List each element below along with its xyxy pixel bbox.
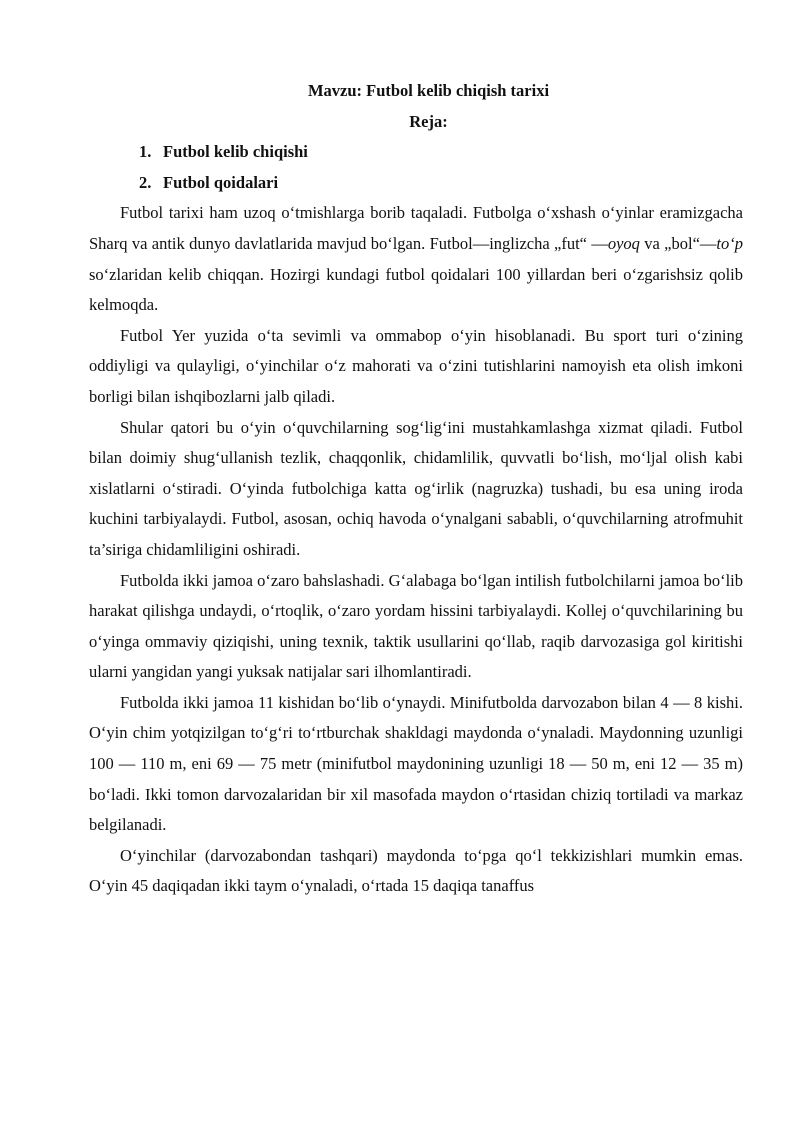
plan-heading: Reja: — [409, 111, 448, 131]
paragraph-rules: O‘yinchilar (darvozabondan tashqari) maydonda to‘pga qo‘l tekkizishlari mumkin emas. O‘yin 45 daqiqadan ikki taym o‘ynaladi, o‘rtada 15 daqiqa tanaffus — [89, 845, 743, 896]
paragraph-origin — [89, 198, 743, 320]
paragraph-field: Futbolda ikki jamoa 11 kishidan bo‘lib o‘ynaydi. Minifutbolda darvozabon bilan 4 — 8 kishi. O‘yin chim yotqizilgan to‘g‘ri to‘rtburchak shakldagi maydonda o‘ynaladi. Maydonning uzunligi 100 — 110 m, eni 69 — 75 metr (minifutbol maydonining uzunligi 18 — 50 m, eni 12 — 35 m) bo‘ladi. Ikki tomon darvozalaridan bir xil masofada maydon o‘rtasidan chiziq tortiladi va markaz belgilanadi. — [89, 692, 743, 835]
plan-item-number: 2. — [139, 172, 152, 192]
paragraph-text: va „bol“— — [639, 233, 717, 253]
plan-item — [114, 137, 743, 168]
plan-item — [114, 168, 743, 199]
paragraph-teams: Futbolda ikki jamoa o‘zaro bahslashadi. G‘alabaga bo‘lgan intilish futbolchilarni jamoa bo‘lib harakat qilishga undaydi, o‘rtoqlik, o‘zaro yordam hissini tarbiyalaydi. Kollej o‘quvchilarining bu o‘yinga ommaviy qiziqishi, uning texnik, taktik usullarini qo‘llab, raqib darvozasiga gol kiritishi ularni yangidan yangi yuksak natijalar sari ilhomlantiradi. — [89, 570, 743, 682]
plan-item-text: Futbol kelib chiqishi — [163, 142, 308, 162]
plan-item-text: Futbol qoidalari — [163, 172, 279, 192]
plan-item-number: 1. — [139, 142, 152, 162]
paragraph-text: Futbol tarixi ham uzoq o‘tmishlarga borib taqaladi. Futbolga o‘xshash o‘yinlar eramizgacha Sharq va antik dunyo davlatlarida mavjud bo‘lgan. Futbol—inglizcha „fut“ — — [89, 203, 743, 253]
paragraph-text: so‘zlaridan kelib chiqqan. Hozirgi kundagi futbol qoidalari 100 yillardan beri o‘zgarishsiz qolib kelmoqda. — [89, 264, 743, 315]
paragraph-health: Shular qatori bu o‘yin o‘quvchilarning sog‘lig‘ini mustahkamlashga xizmat qiladi. Futbol bilan doimiy shug‘ullanish tezlik, chaqqonlik, chidamlilik, quvvatli bo‘lish, mo‘ljal olish kabi xislatlarni o‘stiradi. O‘yinda futbolchiga katta og‘irlik (nagruzka) tushadi, bu esa uning iroda kuchini tarbiyalaydi. Futbol, asosan, ochiq havoda o‘ynalgani sababli, o‘quvchilarning atrofmuhit ta’siriga chidamliligini oshiradi. — [89, 417, 743, 559]
paragraph-popularity: Futbol Yer yuzida o‘ta sevimli va ommabop o‘yin hisoblanadi. Bu sport turi o‘zining oddiyligi va qulayligi, o‘yinchilar o‘z mahorati va o‘zini tutishlarini namoyish eta olish imkoni borligi bilan ishqibozlarni jalb qiladi. — [89, 325, 743, 406]
plan-list — [114, 137, 743, 198]
document-title: Mavzu: Futbol kelib chiqish tarixi — [307, 81, 550, 100]
italic-term-foot: oyoq — [607, 233, 640, 253]
italic-term-ball: to‘p — [716, 233, 744, 253]
